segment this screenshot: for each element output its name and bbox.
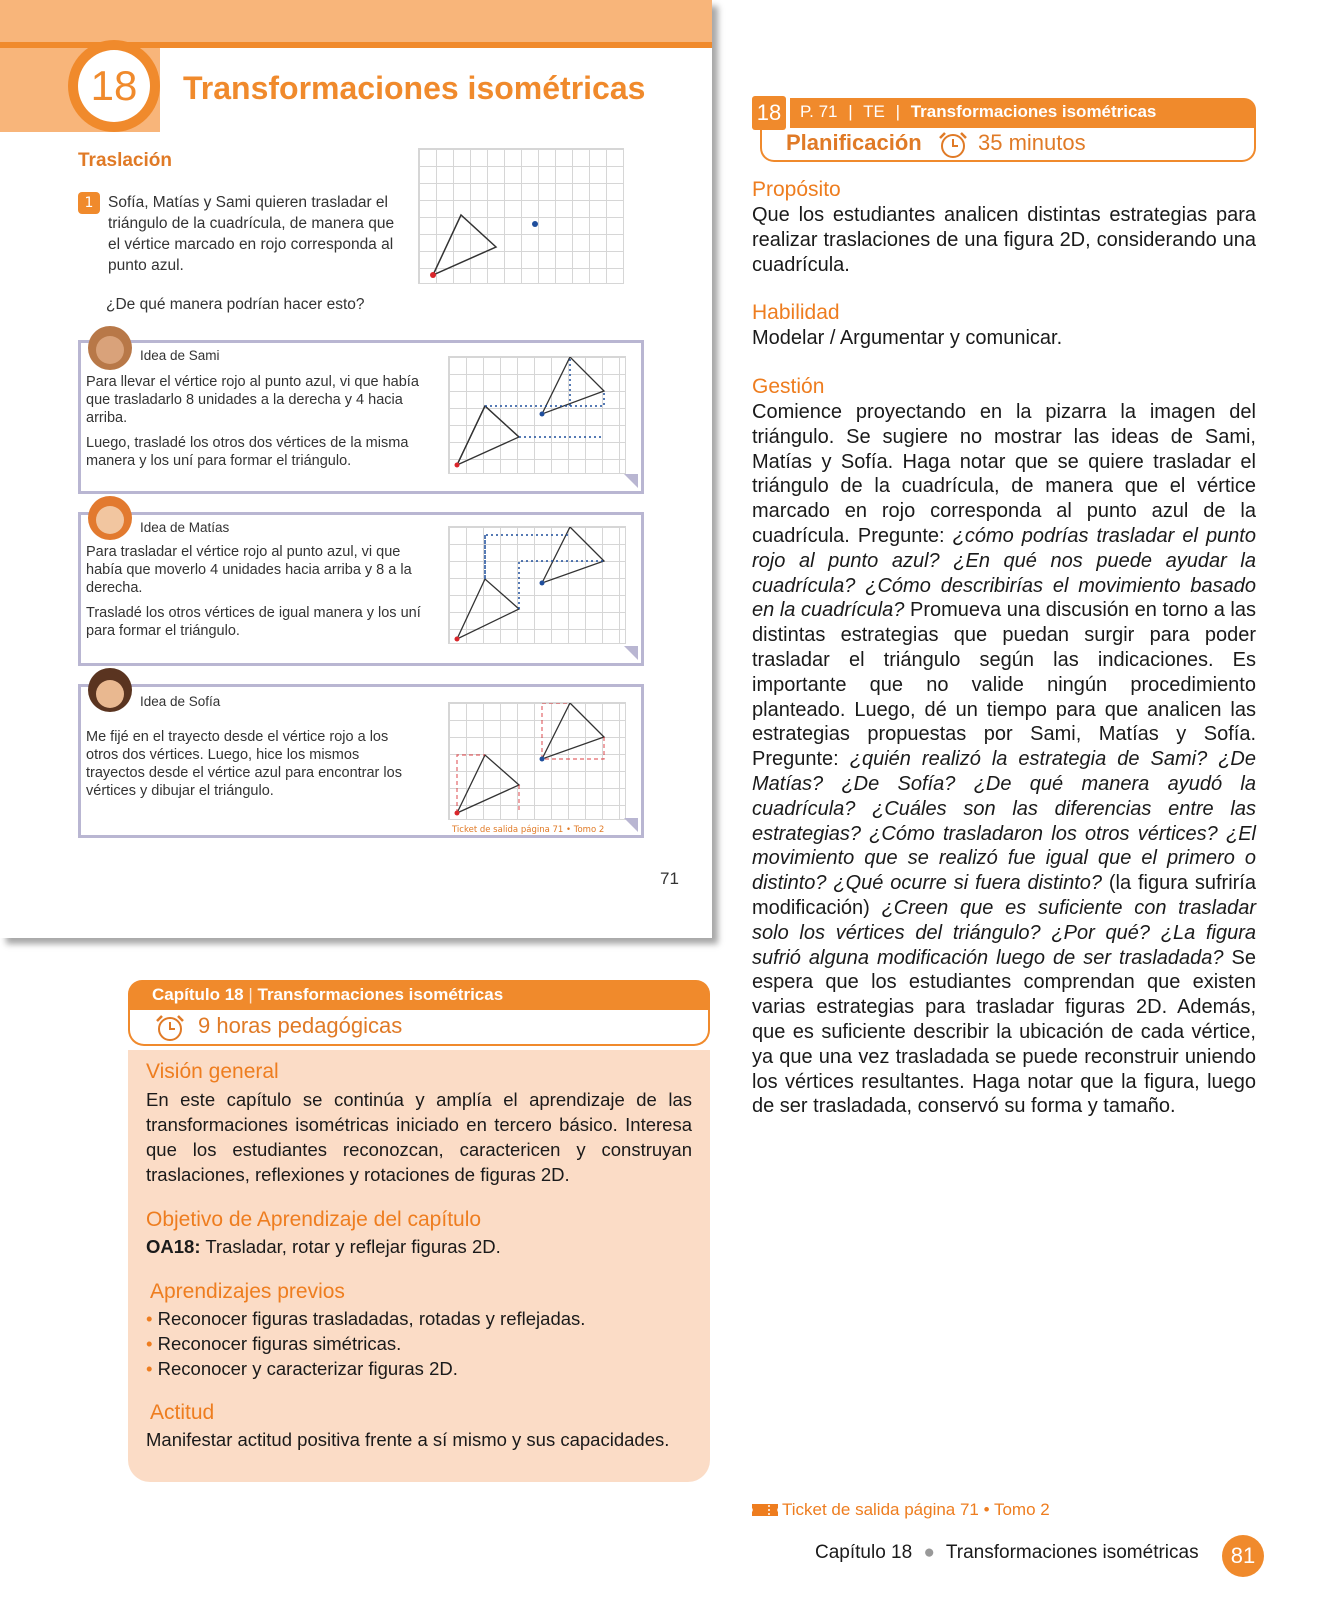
skill-heading: Habilidad	[752, 301, 840, 324]
footer-ticket: Ticket de salida página 71 • Tomo 2	[782, 1500, 1050, 1519]
planning-label: Planificación	[786, 130, 922, 155]
grid-sofia	[448, 702, 626, 820]
grid-sofia-figure	[449, 703, 625, 819]
prev-item: • Reconocer y caracterizar figuras 2D.	[146, 1358, 458, 1379]
purpose-heading: Propósito	[752, 178, 841, 201]
grid-sami	[448, 356, 626, 474]
book-title: Transformaciones isométricas	[183, 70, 646, 106]
ticket-icon	[752, 1502, 778, 1518]
planning-bar-text: P. 71 | TE | Transformaciones isométricas	[800, 102, 1157, 121]
attitude-heading: Actitud	[150, 1401, 215, 1424]
objective-text: Trasladar, rotar y reflejar figuras 2D.	[205, 1236, 501, 1257]
idea-text-sami-2: Luego, trasladé los otros dos vértices de la misma manera y los uní para formar el triángulo.	[86, 435, 409, 469]
grid-sami-figure	[449, 357, 625, 473]
idea-text-sami-1: Para llevar el vértice rojo al punto azul, vi que había que trasladarlo 8 unidades a la derecha y 4 hacia arriba.	[86, 374, 419, 426]
management-text: Comience proyectando en la pizarra la imagen del triángulo. Se sugiere no mostrar las ideas de Sami, Matías y Sofía. Haga notar que se quiere trasladar el triángulo de la cuadrícula, de manera que el vértice marcado en rojo corresponda al punto azul de la cuadrícula. Pregunte: ¿cómo podrías trasladar el punto rojo al punto azul? ¿En qué nos puede ayudar la cuadrícula? ¿Cómo describirías el movimiento basado en la cuadrícula? Promueva una discusión en torno a las distintas estrategias que puedan surgir para poder trasladar el triángulo según las indicaciones. Es importante que no valide ningún procedimiento planteado. Luego, dé un tiempo para que analicen las estrategias propuestas por Sami, Matías y Sofía. Pregunte: ¿quién realizó la estrategia de Sami? ¿De Matías? ¿De Sofía? ¿De qué manera ayudó la cuadrícula? ¿Cuáles son las diferencias entre las estrategias? ¿Cómo trasladaron los otros vértices? ¿El movimiento que se realizó fue igual que el primero o distinto? ¿Qué ocurre si fuera distinto? (la figura sufriría modificación) ¿Creen que es suficiente con trasladar solo los vértices del triángulo? ¿Por qué? ¿La figura sufrió alguna modificación luego de ser trasladada? Se espera que los estudiantes comprendan que existen varias estrategias para trasladar figuras 2D. Además, que es suficiente describir la ubicación de cada vértice, ya que una vez trasladada se puede reconstruir uniendo los vértices resultantes. Haga notar que la figura, luego de ser trasladada, conservó su forma y tamaño.	[752, 401, 1256, 1118]
card-chapter: Capítulo 18	[152, 985, 244, 1004]
footer-page-number: 81	[1222, 1535, 1264, 1577]
section-title: Traslación	[78, 150, 172, 171]
avatar-sofia	[88, 668, 132, 712]
objective-line	[146, 1234, 692, 1259]
prev-heading: Aprendizajes previos	[150, 1280, 345, 1303]
planning-minutes: 35 minutos	[978, 130, 1086, 155]
alarm-clock-icon	[153, 1013, 187, 1043]
idea-title-sami: Idea de Sami	[140, 348, 220, 363]
objective-heading: Objetivo de Aprendizaje del capítulo	[146, 1208, 482, 1231]
grid-matias	[448, 526, 626, 644]
main-grid	[418, 148, 624, 284]
fold-corner-matias	[624, 646, 638, 660]
planning-te: TE	[863, 102, 885, 121]
red-vertex	[430, 272, 436, 278]
chapter-card-tab-text: Capítulo 18 | Transformaciones isométricas	[152, 985, 504, 1004]
management-heading: Gestión	[752, 375, 825, 398]
skill-text: Modelar / Argumentar y comunicar.	[752, 327, 1063, 349]
card-title: Transformaciones isométricas	[257, 985, 504, 1004]
fold-corner-sami	[624, 474, 638, 488]
planning-title: Transformaciones isométricas	[910, 102, 1157, 121]
footer-chapter: Capítulo 18	[815, 1542, 913, 1563]
triangle	[433, 215, 496, 275]
footer-chapter-line: Capítulo 18 ● Transformaciones isométricas	[815, 1542, 1199, 1563]
prev-list	[146, 1306, 692, 1381]
student-book-page	[0, 0, 712, 938]
avatar-sami	[88, 326, 132, 370]
idea-title-matias: Idea de Matías	[140, 520, 230, 535]
purpose-text: Que los estudiantes analicen distintas estrategias para realizar traslaciones de una figura 2D, considerando una cuadrícula.	[752, 204, 1256, 276]
book-page-number: 71	[660, 869, 679, 888]
fold-corner-sofia	[624, 818, 638, 832]
chapter-number: 18	[78, 50, 150, 122]
idea-text-matias-2: Trasladé los otros vértices de igual manera y los uní para formar el triángulo.	[86, 605, 421, 639]
question-number: 1	[78, 192, 100, 214]
book-ticket-note: Ticket de salida página 71 • Tomo 2	[452, 825, 605, 835]
blue-point	[532, 221, 538, 227]
footer-title: Transformaciones isométricas	[945, 1542, 1199, 1563]
attitude-text: Manifestar actitud positiva frente a sí mismo y sus capacidades.	[146, 1429, 670, 1450]
idea-title-sofia: Idea de Sofía	[140, 694, 221, 709]
planning-badge: 18	[752, 96, 786, 130]
avatar-matias	[88, 496, 132, 540]
planning-page-ref: P. 71	[800, 102, 838, 121]
alarm-clock-icon	[936, 130, 970, 160]
idea-text-sofia-1: Me fijé en el trayecto desde el vértice rojo a los otros dos vértices. Luego, hice los mismos trayectos desde el vértice azul para encontrar los vértices y dibujar el triángulo.	[86, 729, 402, 799]
card-hours: 9 horas pedagógicas	[198, 1013, 403, 1038]
main-triangle-figure	[419, 149, 623, 283]
idea-text-matias-1: Para trasladar el vértice rojo al punto azul, vi que había que moverlo 4 unidades hacia arriba y 8 a la derecha.	[86, 544, 412, 596]
vision-heading: Visión general	[146, 1060, 279, 1083]
question-text: Sofía, Matías y Sami quieren trasladar el triángulo de la cuadrícula, de manera que el vértice marcado en rojo corresponda al punto azul.	[108, 194, 395, 274]
grid-matias-figure	[449, 527, 625, 643]
prev-item: • Reconocer figuras simétricas.	[146, 1333, 402, 1354]
prev-item: • Reconocer figuras trasladadas, rotadas y reflejadas.	[146, 1308, 586, 1329]
question-ask: ¿De qué manera podrían hacer esto?	[106, 296, 365, 313]
vision-text: En este capítulo se continúa y amplía el aprendizaje de las transformaciones isométricas iniciado en tercero básico. Interesa que los estudiantes reconozcan, caractericen y construyan traslaciones, reflexiones y rotaciones de figuras 2D.	[146, 1089, 692, 1185]
objective-code: OA18:	[146, 1236, 201, 1257]
